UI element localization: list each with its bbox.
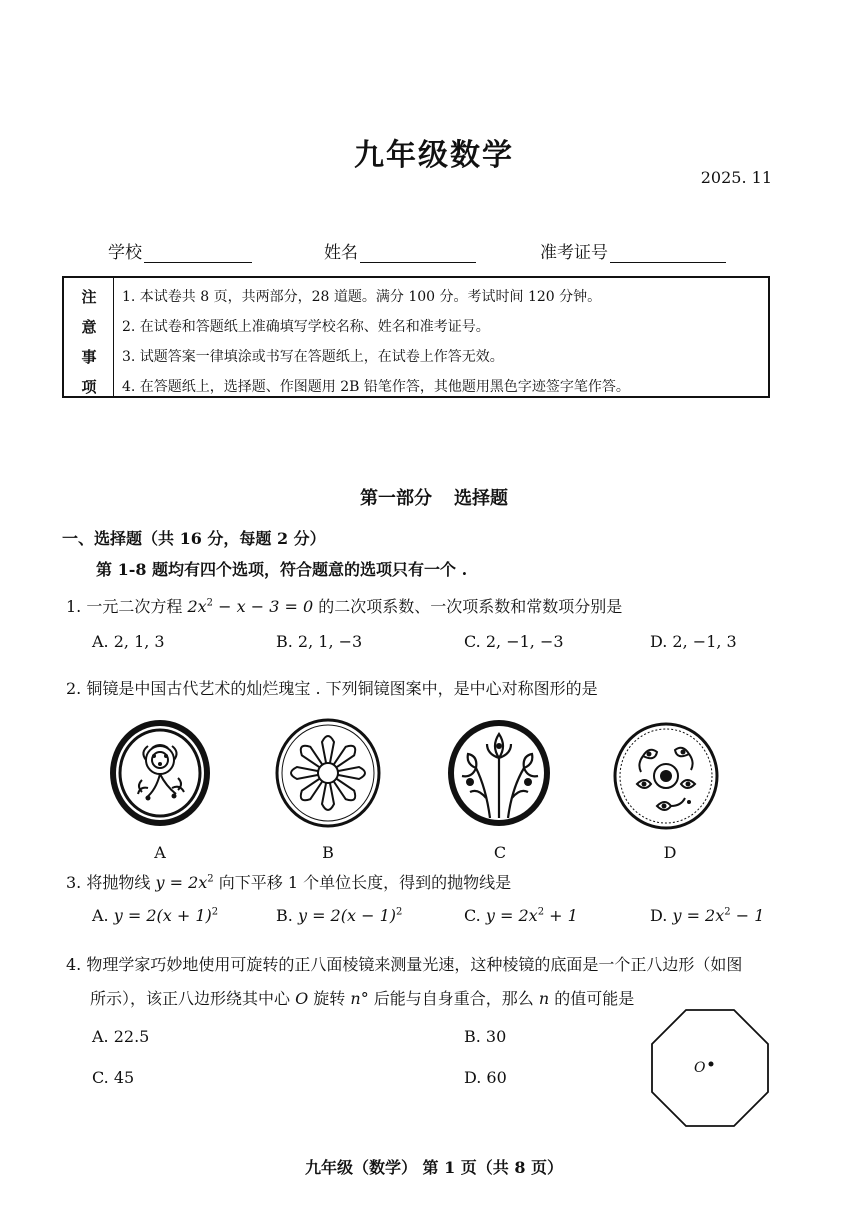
q4-value-n: n	[538, 989, 550, 1008]
notice-side-column	[64, 278, 114, 396]
q3-eq-sup: 2	[207, 873, 214, 885]
q1-prefix: 1. 一元二次方程	[66, 597, 188, 616]
q3-option-c-letter: C.	[464, 906, 481, 925]
notice-side-char: 事	[81, 348, 97, 366]
exam-number-label: 准考证号	[540, 243, 608, 263]
mirror-b-image[interactable]	[275, 718, 381, 828]
notice-side-char: 意	[81, 318, 97, 336]
q1-option-b[interactable]: B. 2, 1, −3	[276, 632, 363, 651]
question-4-line-1: 4. 物理学家巧妙地使用可旋转的正八面棱镜来测量光速，这种棱镜的底面是一个正八边形（如图	[66, 955, 743, 974]
q3-option-b-sup: 2	[396, 906, 403, 918]
school-label: 学校	[108, 243, 142, 263]
q3-option-d-tail: − 1	[730, 906, 765, 925]
q3-option-b-expr: y = 2(x − 1)	[297, 906, 396, 925]
q4-text-b: 旋转	[308, 989, 351, 1008]
part-title-a: 第一部分	[360, 488, 432, 509]
q1-eq-sup: 2	[206, 597, 214, 609]
q3-option-d-expr: y = 2x	[672, 906, 725, 925]
question-2: 2. 铜镜是中国古代艺术的灿烂瑰宝 . 下列铜镜图案中，是中心对称图形的是	[66, 679, 598, 698]
q3-option-c[interactable]	[464, 906, 578, 925]
q3-suffix: 向下平移 1 个单位长度，得到的抛物线是	[213, 873, 512, 892]
q1-option-d[interactable]: D. 2, −1, 3	[650, 632, 737, 651]
section-instruction: 第 1-8 题均有四个选项，符合题意的选项只有一个 .	[96, 560, 468, 579]
q4-option-d[interactable]: D. 60	[464, 1068, 507, 1087]
mirror-d-label: D	[663, 843, 677, 862]
exam-date: 2025. 11	[700, 168, 772, 187]
name-field[interactable]	[324, 238, 476, 263]
q1-option-a[interactable]: A. 2, 1, 3	[92, 632, 165, 651]
notice-item: 1. 本试卷共 8 页，共两部分，28 道题。满分 100 分。考试时间 120 分钟。	[122, 289, 602, 305]
q1-suffix: 的二次项系数、一次项系数和常数项分别是	[313, 597, 623, 616]
name-blank[interactable]	[360, 244, 476, 263]
q3-option-b[interactable]	[276, 906, 402, 925]
page-title: 九年级数学	[354, 138, 514, 173]
q3-option-d-sup: 2	[724, 906, 731, 918]
mirror-d-image[interactable]	[613, 722, 719, 830]
q4-text-a: 所示），该正八边形绕其中心	[90, 989, 296, 1008]
school-field[interactable]	[108, 238, 252, 263]
q3-option-c-tail: + 1	[544, 906, 578, 925]
mirror-c-label: C	[493, 843, 507, 862]
mirror-a-label: A	[154, 843, 166, 862]
q1-option-c[interactable]: C. 2, −1, −3	[464, 632, 564, 651]
q1-eq-b: − x − 3 = 0	[213, 597, 314, 616]
part-title	[0, 484, 868, 510]
notice-item: 2. 在试卷和答题纸上准确填写学校名称、姓名和准考证号。	[122, 319, 490, 335]
q4-option-c[interactable]: C. 45	[92, 1068, 135, 1087]
notice-item: 3. 试题答案一律填涂或书写在答题纸上，在试卷上作答无效。	[122, 349, 504, 365]
q3-option-a-letter: A.	[92, 906, 109, 925]
octagon-center-label: O	[694, 1060, 706, 1076]
q3-option-a[interactable]	[92, 906, 218, 925]
q3-option-d[interactable]	[650, 906, 764, 925]
q1-eq-a: 2x	[187, 597, 207, 616]
section-heading: 一、选择题（共 16 分，每题 2 分）	[62, 529, 326, 548]
mirror-a-image[interactable]	[108, 718, 212, 828]
question-3	[66, 870, 511, 893]
name-label: 姓名	[324, 243, 358, 263]
school-blank[interactable]	[144, 244, 252, 263]
q3-option-d-letter: D.	[650, 906, 668, 925]
q3-eq: y = 2x	[155, 873, 208, 892]
q3-option-a-sup: 2	[211, 906, 219, 918]
q3-prefix: 3. 将抛物线	[66, 873, 156, 892]
q3-option-a-expr: y = 2(x + 1)	[113, 906, 212, 925]
octagon-figure	[648, 1006, 772, 1130]
q4-angle-n: n	[350, 989, 361, 1008]
notice-side-char: 注	[81, 288, 97, 306]
question-4-line-2	[90, 986, 634, 1009]
exam-number-blank[interactable]	[610, 244, 726, 263]
page-footer: 九年级（数学） 第 1 页（共 8 页）	[304, 1158, 564, 1177]
q3-option-b-letter: B.	[276, 906, 293, 925]
question-1	[66, 594, 622, 617]
exam-number-field[interactable]	[540, 238, 726, 263]
q3-option-c-sup: 2	[537, 906, 545, 918]
mirror-c-image[interactable]	[446, 718, 552, 828]
q4-text-d: 的值可能是	[549, 989, 635, 1008]
mirror-b-label: B	[322, 843, 334, 862]
notice-item: 4. 在答题纸上，选择题、作图题用 2B 铅笔作答，其他题用黑色字迹签字笔作答。	[122, 379, 630, 395]
q4-option-b[interactable]: B. 30	[464, 1027, 507, 1046]
part-title-b: 选择题	[454, 488, 508, 509]
notice-side-char: 项	[81, 378, 97, 396]
notice-box	[62, 276, 770, 398]
q4-option-a[interactable]: A. 22.5	[92, 1027, 150, 1046]
q3-option-c-expr: y = 2x	[485, 906, 538, 925]
q4-center-o: O	[295, 989, 309, 1008]
q4-text-c: ° 后能与自身重合，那么	[360, 989, 539, 1008]
